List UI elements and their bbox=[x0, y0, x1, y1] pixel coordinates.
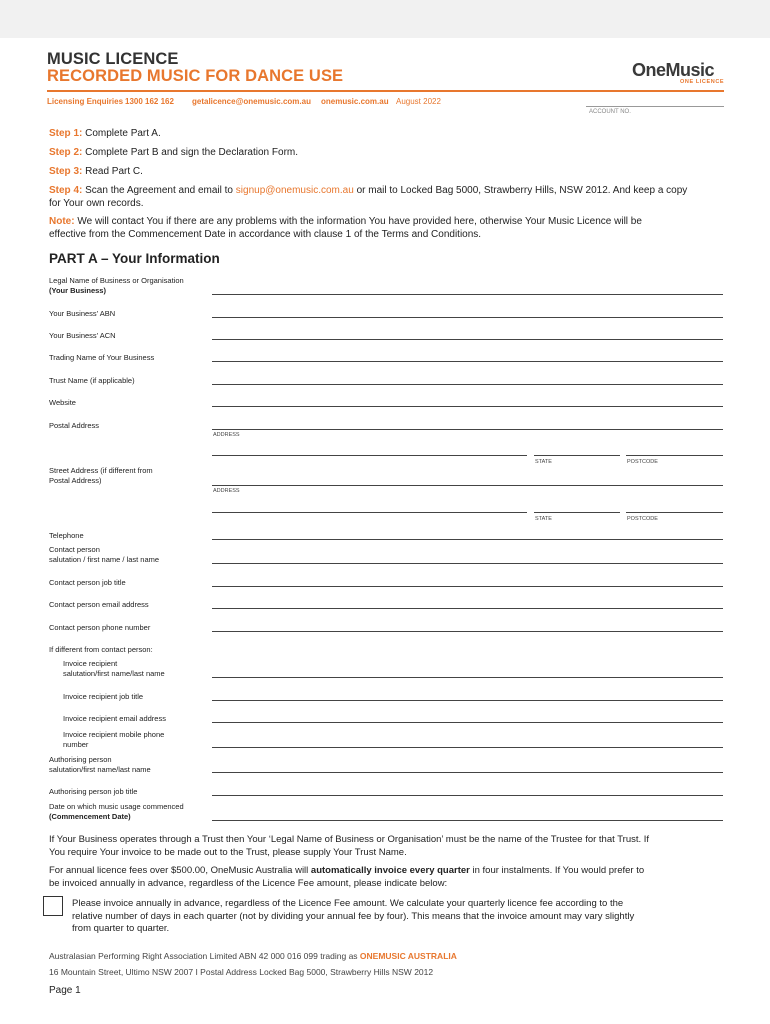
postal-state-sublabel: STATE bbox=[535, 459, 552, 465]
postal-address-field[interactable] bbox=[212, 429, 723, 430]
invoice-title-label: Invoice recipient job title bbox=[63, 692, 144, 701]
postal-address-sublabel: ADDRESS bbox=[213, 432, 240, 438]
form-subtitle: RECORDED MUSIC FOR DANCE USE bbox=[47, 67, 344, 85]
header-divider bbox=[47, 90, 724, 92]
step-3: Step 3: Read Part C. bbox=[49, 166, 143, 177]
top-band bbox=[0, 0, 770, 38]
signup-email-link[interactable]: signup@onemusic.com.au bbox=[235, 185, 354, 196]
postal-postcode-field[interactable] bbox=[626, 455, 723, 456]
account-number-field[interactable] bbox=[586, 106, 724, 107]
telephone-label: Telephone bbox=[49, 531, 84, 540]
abn-field[interactable] bbox=[212, 317, 723, 318]
street-address-field[interactable] bbox=[212, 485, 723, 486]
trust-name-label: Trust Name (if applicable) bbox=[49, 376, 135, 385]
contact-email-field[interactable] bbox=[212, 608, 723, 609]
part-a-heading: PART A – Your Information bbox=[49, 251, 220, 266]
commencement-date-field[interactable] bbox=[212, 820, 723, 821]
abn-label: Your Business’ ABN bbox=[49, 309, 116, 318]
street-address-label: Street Address (if different from Postal Address) bbox=[49, 466, 153, 485]
note: Note: We will contact You if there are any problems with the information You have provided here, otherwise Your Music Licence will be effective from the Commencement Date in accordance with clause 1 of the Terms and Conditions. bbox=[49, 216, 642, 240]
account-number-label: ACCOUNT NO. bbox=[589, 109, 631, 115]
street-state-field[interactable] bbox=[534, 512, 620, 513]
step-1: Step 1: Complete Part A. bbox=[49, 128, 161, 139]
website-label: Website bbox=[49, 398, 76, 407]
email-link[interactable]: getalicence@onemusic.com.au bbox=[192, 97, 311, 106]
postal-state-field[interactable] bbox=[534, 455, 620, 456]
street-state-sublabel: STATE bbox=[535, 516, 552, 522]
street-address-line2-field[interactable] bbox=[212, 512, 527, 513]
logo-tagline: ONE LICENCE bbox=[680, 79, 725, 85]
legal-name-field[interactable] bbox=[212, 294, 723, 295]
invoice-annually-text: Please invoice annually in advance, regardless of the Licence Fee amount. We calculate your quarterly licence fee according to the relative number of days in each quarter (not by dividing your annual fee by four). This means that the invoice amount may vary slightly from quarter to quarter. bbox=[72, 898, 635, 934]
licensing-enquiries-label: Licensing Enquiries bbox=[47, 97, 124, 106]
authorising-title-field[interactable] bbox=[212, 795, 723, 796]
trading-name-field[interactable] bbox=[212, 361, 723, 362]
telephone-field[interactable] bbox=[212, 539, 723, 540]
invoice-annually-checkbox[interactable] bbox=[43, 896, 63, 916]
website-field[interactable] bbox=[212, 406, 723, 407]
invoice-mobile-label: Invoice recipient mobile phone number bbox=[63, 730, 165, 749]
street-postcode-field[interactable] bbox=[626, 512, 723, 513]
contact-title-label: Contact person job title bbox=[49, 578, 126, 587]
contact-person-label: Contact person salutation / first name / last name bbox=[49, 545, 160, 564]
step-4: Step 4: Scan the Agreement and email to signup@onemusic.com.au or mail to Locked Bag 5000, Strawberry Hills, NSW 2012. And keep a copy for Your own records. bbox=[49, 185, 688, 209]
invoice-email-field[interactable] bbox=[212, 722, 723, 723]
if-different-label: If different from contact person: bbox=[49, 645, 153, 654]
legal-name-label: Legal Name of Business or Organisation (Your Business) bbox=[49, 276, 184, 295]
authorising-person-label: Authorising person salutation/first name/last name bbox=[49, 755, 151, 774]
phone-number: 1300 162 162 bbox=[125, 97, 174, 106]
contact-phone-label: Contact person phone number bbox=[49, 623, 151, 632]
postal-postcode-sublabel: POSTCODE bbox=[627, 459, 658, 465]
form-title: MUSIC LICENCE bbox=[47, 50, 179, 68]
invoice-mobile-field[interactable] bbox=[212, 747, 723, 748]
contact-phone-field[interactable] bbox=[212, 631, 723, 632]
authorising-person-field[interactable] bbox=[212, 772, 723, 773]
contact-person-field[interactable] bbox=[212, 563, 723, 564]
acn-label: Your Business’ ACN bbox=[49, 331, 116, 340]
postal-address-line2-field[interactable] bbox=[212, 455, 527, 456]
contact-title-field[interactable] bbox=[212, 586, 723, 587]
postal-address-label: Postal Address bbox=[49, 421, 100, 430]
invoice-recipient-field[interactable] bbox=[212, 677, 723, 678]
commencement-date-label: Date on which music usage commenced (Commencement Date) bbox=[49, 802, 184, 821]
invoice-recipient-label: Invoice recipient salutation/first name/last name bbox=[63, 659, 165, 678]
page-number: Page 1 bbox=[49, 985, 81, 996]
footer-address: 16 Mountain Street, Ultimo NSW 2007 I Postal Address Locked Bag 5000, Strawberry Hills NSW 2012 bbox=[49, 967, 434, 977]
authorising-title-label: Authorising person job title bbox=[49, 787, 138, 796]
trading-name-label: Trading Name of Your Business bbox=[49, 353, 155, 362]
fee-paragraph: For annual licence fees over $500.00, OneMusic Australia will automatically invoice every quarter in four instalments. If You would prefer to be invoiced annually in advance, regardless of the Licence Fee amount, please indicate below: bbox=[49, 865, 645, 889]
street-address-sublabel: ADDRESS bbox=[213, 488, 240, 494]
form-date: August 2022 bbox=[396, 97, 441, 106]
step-2: Step 2: Complete Part B and sign the Declaration Form. bbox=[49, 147, 299, 158]
trust-name-field[interactable] bbox=[212, 384, 723, 385]
onemusic-logo: OneMusic bbox=[632, 60, 715, 80]
footer-company: Australasian Performing Right Association Limited ABN 42 000 016 099 trading as ONEMUSIC AUSTRALIA bbox=[49, 951, 457, 961]
acn-field[interactable] bbox=[212, 339, 723, 340]
website-link[interactable]: onemusic.com.au bbox=[321, 97, 389, 106]
street-postcode-sublabel: POSTCODE bbox=[627, 516, 658, 522]
invoice-email-label: Invoice recipient email address bbox=[63, 714, 166, 723]
trust-paragraph: If Your Business operates through a Trust then Your ‘Legal Name of Business or Organisation’ must be the name of the Trustee for that Trust. If You require Your invoice to be made out to the Trust, please supply Your Trust Name. bbox=[49, 834, 650, 858]
contact-email-label: Contact person email address bbox=[49, 600, 149, 609]
invoice-title-field[interactable] bbox=[212, 700, 723, 701]
